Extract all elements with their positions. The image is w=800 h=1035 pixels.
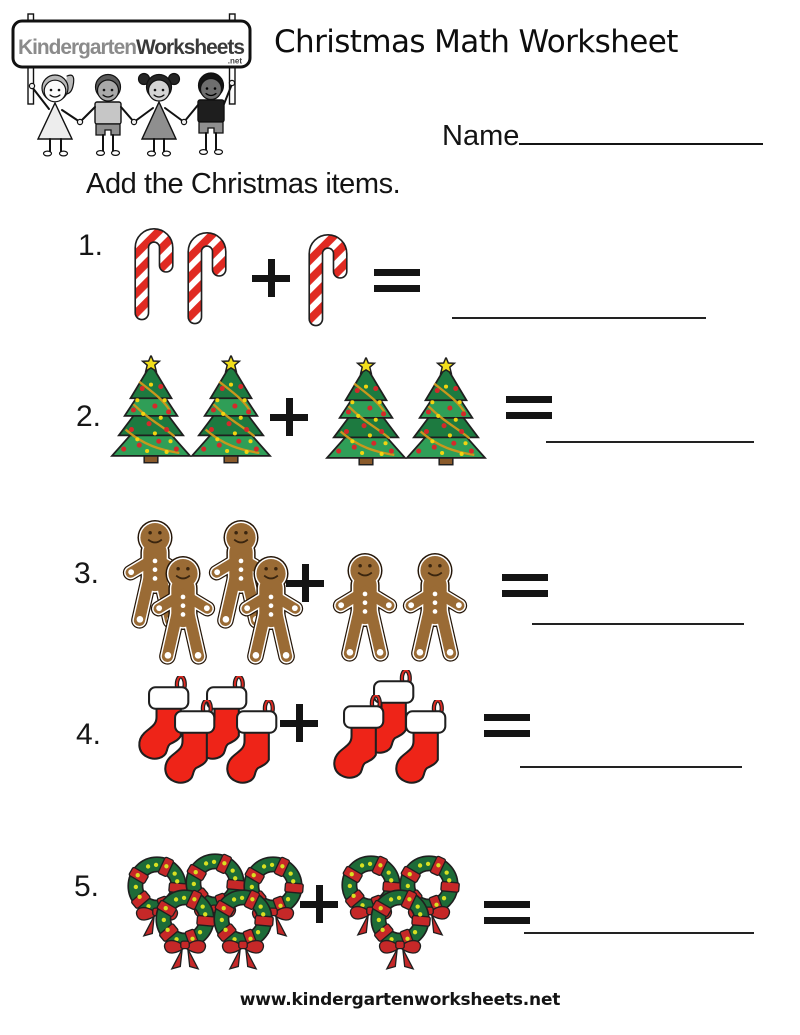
name-label: Name	[442, 120, 520, 152]
stocking-icon	[328, 695, 390, 781]
equals-operator	[484, 714, 530, 737]
logo-suffix: .net	[227, 56, 242, 66]
christmas-tree-icon	[405, 357, 487, 467]
equals-operator	[374, 269, 420, 292]
instruction-text: Add the Christmas items.	[86, 168, 401, 200]
candy-cane-icon	[300, 223, 356, 329]
logo-graphic	[8, 12, 258, 162]
equals-operator	[506, 396, 552, 419]
candy-cane-icon	[126, 217, 182, 323]
logo-brand-part2: Worksheets	[135, 36, 245, 59]
problem-row-2	[0, 350, 800, 465]
problem-row-3	[0, 512, 800, 657]
answer-line[interactable]	[524, 932, 754, 934]
logo-brand-text	[18, 36, 244, 59]
name-field	[442, 120, 763, 153]
plus-operator	[252, 259, 290, 297]
answer-line[interactable]	[452, 317, 706, 319]
plus-operator	[270, 398, 308, 436]
plus-operator	[280, 704, 318, 742]
gingerbread-man-icon	[146, 553, 220, 674]
wreath-icon	[210, 888, 276, 982]
equals-operator	[484, 901, 530, 924]
problem-number: 4.	[76, 718, 102, 751]
problem-number: 2.	[76, 400, 102, 433]
logo-kid-girl-2	[134, 74, 184, 156]
christmas-tree-icon	[190, 355, 272, 465]
gingerbread-man-icon	[328, 550, 402, 671]
page-title: Christmas Math Worksheet	[274, 24, 678, 60]
site-logo	[8, 12, 258, 162]
footer-url: www.kindergartenworksheets.net	[239, 990, 561, 1010]
plus-operator	[286, 564, 324, 602]
gingerbread-man-icon	[398, 550, 472, 671]
logo-brand-part1: Kindergarten	[18, 36, 137, 59]
logo-kid-girl-1	[32, 75, 80, 156]
logo-kid-boy-2	[184, 73, 232, 154]
answer-line[interactable]	[532, 623, 744, 625]
christmas-tree-icon	[325, 357, 407, 467]
problem-row-4	[0, 666, 800, 792]
stocking-icon	[221, 700, 283, 786]
stocking-icon	[390, 700, 452, 786]
stocking-icon	[159, 700, 221, 786]
problem-number: 1.	[78, 229, 104, 262]
problem-row-5	[0, 843, 800, 990]
answer-line[interactable]	[546, 441, 754, 443]
christmas-tree-icon	[110, 355, 192, 465]
wreath-icon	[152, 888, 218, 982]
logo-kid-boy-1	[80, 75, 134, 156]
answer-line[interactable]	[520, 766, 742, 768]
problem-number: 3.	[74, 557, 100, 590]
wreath-icon	[367, 888, 433, 982]
problem-row-1	[0, 213, 800, 335]
logo-kids	[29, 73, 234, 156]
problem-number: 5.	[74, 870, 100, 903]
plus-operator	[300, 885, 338, 923]
equals-operator	[502, 574, 548, 597]
name-blank-line[interactable]	[519, 121, 763, 145]
candy-cane-icon	[179, 221, 235, 327]
